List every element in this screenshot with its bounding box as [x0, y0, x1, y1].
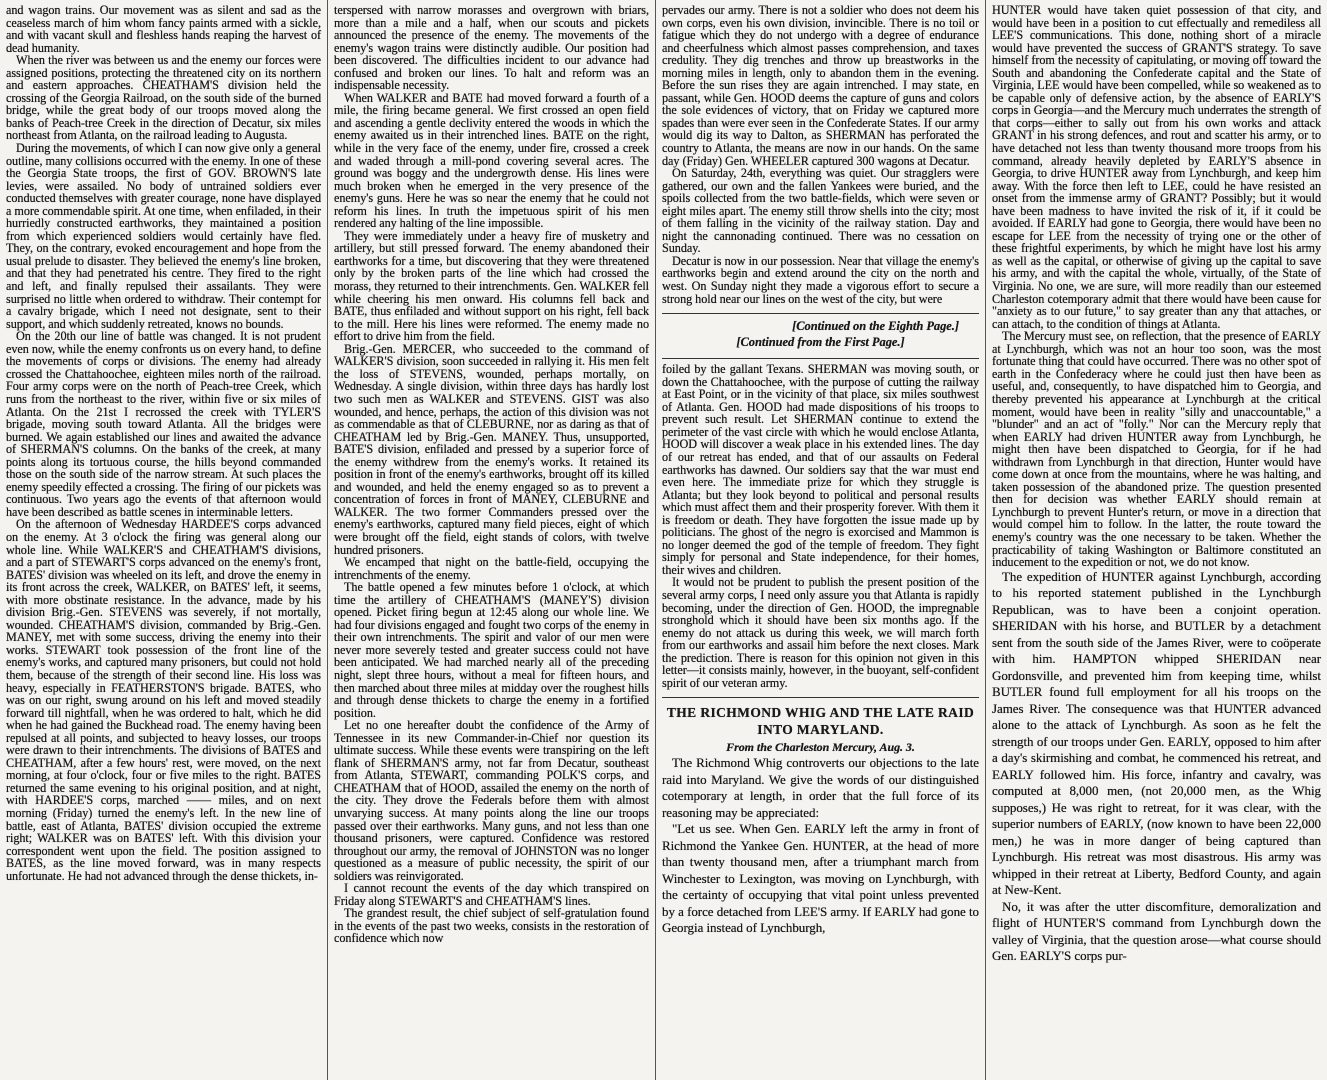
column-4 [985, 0, 1327, 1080]
article-paragraph: When the river was between us and the enemy our forces were assigned positions, protecting the threatened city on its northern and eastern approaches. CHEATHAM'S division held the crossing of the Georgia Railroad, on the south side of the burned bridge, while the great body of our troops moved along the banks of Peach-tree Creek in the direction of Decatur, six miles northeast from Atlanta, on the railroad leading to Augusta. [6, 53, 321, 143]
column-divider-rule [662, 697, 979, 698]
article-paragraph: Brig.-Gen. MERCER, who succeeded to the command of WALKER'S division, soon succeeded in rallying it. His men felt the loss of STEVENS, wounded, perhaps mortally, on Wednesday. A single division, within three days has hardly lost two such men as WALKER and STEVENS. GIST was also wounded, and hence, perhaps, the action of this division was not as commendable as that of CLEBURNE, nor as daring as that of CHEATHAM led by Brig.-Gen. MANEY. Thus, unsupported, BATE'S division, enfiladed and pressed by a superior force of the enemy withdrew from the enemy's works. It retained its position in front of the enemy's earthworks, brought off its killed and wounded, and held the enemy engaged so as to prevent a concentration of forces in front of MANEY, CLEBURNE and WALKER. The two former Commanders pressed over the enemy's earthworks, captured many field pieces, eight of which were brought off the field, eight stands of colors, with twelve hundred prisoners. [334, 341, 649, 557]
article-headline: THE RICHMOND WHIG AND THE LATE RAID INTO MARYLAND. [666, 705, 975, 738]
article-paragraph: On the afternoon of Wednesday HARDEE'S corps advanced on the enemy. At 3 o'clock the firing was general along our whole line. While WALKER'S and CHEATHAM'S divisions, and a part of STEWART'S corps advanced on the enemy's front, BATES' division was wheeled on its left, and drove the enemy in its front across the creek, WALKER, on BATES' left, it seems, with more obstinate resistance. In the advance, made by his division Brig.-Gen. STEVENS was severely, if not mortally, wounded. CHEATHAM'S division, commanded by Brig.-Gen. MANEY, met with some success, driving the enemy into their works. STEWART took possession of the front line of the enemy's works, and captured many prisoners, but could not hold them, because of the strength of their second line. His loss was heavy, especially in FEATHERSTON'S brigade. BATES, who was on our right, swung around on his left and moved steadily forward till nightfall, when he was ordered to halt, which he did when he had gained the Buckhead road. The enemy having been repulsed at all points, and subjected to heavy losses, our troops were drawn to their intrenchments. The divisions of BATES and CHEATHAM, after a few hours' rest, were moved, on the next morning, at four o'clock, four or five miles to the right. BATES returned the same evening to his original position, and at night, with HARDEE'S corps, marched —— miles, and on next morning (Friday) turned the enemy's left. In the new line of battle, east of Atlanta, BATES' division occupied the extreme right; WALKER was on BATES' left. With this division your correspondent went upon the field. The position assigned to BATES, as the line moved forward, was in many respects unfortunate. He had not advanced through the dense thickets, in- [6, 517, 321, 883]
article-paragraph: We encamped that night on the battle-field, occupying the intrenchments of the enemy. [334, 555, 649, 582]
article-paragraph: HUNTER would have taken quiet possession of that city, and would have been in a position to cut effectually and remediless all LEE'S communications. This done, nothing short of a miracle would have prevented the success of GRANT'S strategy. To save himself from the necessity of capitulating, or moving off toward the South and abandoning the Confederate capital and the State of Virginia, LEE would have been compelled, while so weakened as to be capable only of defensive action, by the absence of EARLY'S corps in Georgia—and the Mercury much underrates the strength of that corps—either to sally out from his own works and attack GRANT in his strong defences, and rout and scatter his army, or to have detached not less than twenty thousand more troops from his command, already heavily depleted by EARLY'S absence in Georgia, to drive HUNTER away from Lynchburgh, and keep him away. With the force then left to LEE, could he have resisted an onset from the immense army of GRANT? Possibly; but it would have been madness to have invited the risk of it, if it could be avoided. If EARLY had gone to Georgia, there would have been no escape for LEE from the necessity of trying one or the other of these frightful experiments, by which he might have lost his army as well as the capital, or otherwise of giving up the capital to save his army, and with the capital the whole, virtually, of the State of Virginia. No one, we are sure, will more readily than our esteemed Charleston cotemporary admit that there would have been cause for "anxiety as to our future," to say greater than any that attaches, or can attach, to the condition of things at Atlanta. [992, 3, 1321, 331]
article-paragraph: Decatur is now in our possession. Near that village the enemy's earthworks begin and extend around the city on the north and west. On Sunday night they made a vigorous effort to secure a strong hold near our lines on the west of the city, but were [662, 253, 979, 306]
article-paragraph: and wagon trains. Our movement was as silent and sad as the ceaseless march of him whom fancy paints armed with a sickle, and with vacant skull and fleshless hands reaping the harvest of dead humanity. [6, 3, 321, 55]
article-paragraph: Let no one hereafter doubt the confidence of the Army of Tennessee in its new Commander-in-Chief nor question its ultimate success. While these events were transpiring on the left flank of SHERMAN'S army, not far from Decatur, southeast from Atlanta, STEWART, commanding POLK'S corps, and CHEATHAM that of HOOD, assailed the enemy on the north of the city. They drove the Federals before them with almost unvarying success. At many points along the line our troops passed over their earthworks. Many guns, and not less than one thousand prisoners, were captured. Confidence was restored throughout our army, the removal of JOHNSTON was no longer questioned as a measure of public necessity, the spirit of our soldiers was reinvigorated. [334, 718, 649, 883]
article-paragraph: The Richmond Whig controverts our objections to the late raid into Maryland. We give the words of our distinguished cotemporary at length, in order that the full force of its reasoning may be appreciated: [662, 755, 979, 820]
article-paragraph: It would not be prudent to publish the present position of the several army corps, I need only assure you that Atlanta is rapidly becoming, under the direction of Gen. HOOD, the impregnable stronghold which it should have been six months ago. If the enemy do not attack us during this week, we will march forth from our earthworks and assail him before the next closes. Mark the prediction. There is reason for this opinion not given in this letter—it consists mainly, however, in the buoyant, self-confident spirit of our veteran army. [662, 575, 979, 690]
article-paragraph: No, it was after the utter discomfiture, demoralization and flight of HUNTER'S command from Lynchburgh down the valley of Virginia, that the question arose—what course should Gen. EARLY'S corps pur- [992, 898, 1321, 964]
article-paragraph: The expedition of HUNTER against Lynchburgh, according to his reported statement published in the Lynchburgh Republican, was to have been a conjoint operation. SHERIDAN with his horse, and BUTLER by a detachment sent from the south side of the James River, were to coöperate with him. HAMPTON whipped SHERIDAN near Gordonsville, and prevented him from keeping time, whilst BUTLER found full employment for all his troops on the James River. The consequence was that HUNTER advanced alone to the attack of Lynchburgh. As soon as he felt the strength of our troops under Gen. EARLY, opposed to him after a day's skirmishing and combat, he commenced his retreat, and EARLY followed him. His force, infantry and cavalry, was computed at 8,000 men, (not 20,000 men, as the Whig supposes,) He was right to retreat, for it was clear, with the superior numbers of EARLY, (now known to have been 22,000 men,) he was in more danger of being captured than Lynchburgh. His retreat was most disastrous. His army was whipped in their retreat at Liberty, Bedford County, and again at New-Kent. [992, 568, 1321, 898]
continuation-note: [Continued from the First Page.] [736, 335, 905, 350]
column-divider-rule [662, 358, 979, 359]
continuation-note: [Continued on the Eighth Page.] [792, 319, 959, 334]
article-source-line: From the Charleston Mercury, Aug. 3. [726, 740, 915, 755]
article-paragraph: They were immediately under a heavy fire of musketry and artillery, but still pressed forward. The enemy abandoned their earthworks for a time, but discovering that they were threatened only by the broken parts of the line which had crossed the morass, they returned to their intrenchments. Gen. WALKER fell while cheering his men onward. His columns fell back and BATE, thus enfiladed and without support on his right, fell back to the mill. Here his lines were reformed. The enemy made no effort to drive him from the field. [334, 228, 649, 344]
article-paragraph: "Let us see. When Gen. EARLY left the army in front of Richmond the Yankee Gen. HUNTER, at the head of more than twenty thousand men, after a triumphant march from Winchester to Lexington, was moving on Lynchburgh, with the certainty of occupying that vital point unless prevented by a force detached from LEE'S army. If EARLY had gone to Georgia instead of Lynchburgh, [662, 821, 979, 936]
column-3 [655, 0, 985, 1080]
article-paragraph: terspersed with narrow morasses and overgrown with briars, more than a mile and a half, when our scouts and pickets announced the presence of the enemy. The movements of the enemy's wagon trains were distinctly audible. Our position had been discovered. The difficulties incident to our advance had confused and broken our lines. To halt and reform was an indispensable necessity. [334, 3, 649, 93]
article-paragraph: On Saturday, 24th, everything was quiet. Our stragglers were gathered, our own and the fallen Yankees were buried, and the spoils collected from the two battle-fields, which were seven or eight miles apart. The enemy still throw shells into the city; most of them falling in the vicinity of the railway station. Day and night the cannonading continued. There was no cessation on Sunday. [662, 166, 979, 256]
article-paragraph: When WALKER and BATE had moved forward a fourth of a mile, the firing became general. We first crossed an open field and ascending a gentle declivity entered the woods in which the enemy awaited us in their intrenched lines. BATE on the right, while in the very face of the enemy, under fire, crossed a creek and waded through a mill-pond covering several acres. The ground was boggy and the undergrowth dense. His lines were much broken when he emerged in the very presence of the enemy's guns. Here he was so near the enemy that he could not reform his lines. In truth the impetuous spirit of his men rendered any halting of the line impossible. [334, 90, 649, 231]
article-paragraph: foiled by the gallant Texans. SHERMAN was moving south, or down the Chattahoochee, with the purpose of cutting the railway at East Point, or in the vicinity of that place, six miles southwest of Atlanta. Gen. HOOD had made dispositions of his troops to prevent such result. Let SHERMAN continue to extend the perimeter of the vast circle with which he would enclose Atlanta, HOOD will discover a weak place in his extended lines. The day of our retreat has ended, and that of our assaults on Federal earthworks has dawned. Our soldiers say that the war must end even here. The immediate prize for which they struggle is Atlanta; but they look beyond to political and personal results which must affect them and their prosperity forever. With them it is freedom or death. They have forgotten the issue made up by politicians. The ghost of the negro is exorcised and Mammon is no longer deemed the god of the temple of freedom. They fight simply for personal and State independence, for their homes, their wives and children. [662, 362, 979, 577]
article-paragraph: pervades our army. There is not a soldier who does not deem his own corps, even his own division, invincible. There is no toil or fatigue which they do not undergo with a degree of endurance and cheerfulness which almost passes comprehension, and taxes credulity. They dig trenches and throw up breastworks in the morning miles in length, only to abandon them in the evening. Before the sun rises they are again intrenched. I may state, en passant, while Gen. HOOD deems the capture of guns and colors the sole evidences of victory, that on Friday we captured more spades than were ever seen in the Confederate States. If our army would dig its way to Dalton, as SHERMAN has perforated the country to Atlanta, the means are now in our hands. On the same day (Friday) Gen. WHEELER captured 300 wagons at Decatur. [662, 3, 979, 168]
column-2 [327, 0, 655, 1080]
column-1 [0, 0, 327, 1080]
article-paragraph: I cannot recount the events of the day which transpired on Friday along STEWART'S and CHEATHAM'S lines. [334, 881, 649, 908]
article-paragraph: The battle opened a few minutes before 1 o'clock, at which time the artillery of CHEATHAM'S (MANEY'S) division opened. Picket firing begun at 12:45 along our whole line. We had four divisions engaged and fought two corps of the enemy in their own intrenchments. The spirit and valor of our men were never more severely tested and greater success could not have been anticipated. We had marched nearly all of the preceding night, slept three hours, without a meal for fifteen hours, and then marched about three miles at midday over the roughest hills and through dense thickets to charge the enemy in a fortified position. [334, 580, 649, 720]
article-paragraph: On the 20th our line of battle was changed. It is not prudent even now, while the enemy confronts us on every hand, to define the movements of corps or divisions. The enemy had already crossed the Chattahoochee, eighteen miles north of the railroad. Four army corps were on the north of Peach-tree Creek, which runs from the northeast to the river, within five or six miles of Atlanta. On the 21st I recrossed the creek with TYLER'S brigade, moving south toward Atlanta. All the bridges were burned. We again established our lines and awaited the advance of SHERMAN'S columns. On the banks of the creek, at many points along its tortuous course, the hills beyond commanded those on the south side of the narrow stream. At such places the enemy speedily effected a crossing. The firing of our pickets was continuous. Two years ago the events of that afternoon would have been described as battle scenes in interminable letters. [6, 329, 321, 519]
column-divider-rule [662, 313, 979, 314]
article-paragraph: During the movements, of which I can now give only a general outline, many collisions occurred with the enemy. In one of these the Georgia State troops, the first of GOV. BROWN'S late levies, were assailed. No body of untrained soldiers ever conducted themselves with greater courage, none have displayed a more commendable spirit. At one time, when enfiladed, in their hurriedly constructed earthworks, they maintained a position from which experienced soldiers would certainly have fled. They, on the contrary, evoked encouragement and hope from the usual prelude to disaster. They believed the enemy's line broken, and that they had penetrated his centre. They fired to the right and left, and finally repulsed their assailants. They were surprised no little when ordered to withdraw. Their contempt for a cavalry brigade, which I need not designate, sent to their support, and which suddenly retreated, knows no bounds. [6, 141, 321, 331]
article-paragraph: The Mercury must see, on reflection, that the presence of EARLY at Lynchburgh, which was not an hour too soon, was the most fortunate thing that could have occurred. There was no other spot of earth in the Confederacy where he could just then have been as useful, and, consequently, to have dispatched him to Georgia, and thereby prevented his appearance at Lynchburgh at the critical moment, would have been in reality "silly and unaccountable," a "blunder" and an act of "folly." Nor can the Mercury reply that when EARLY had driven HUNTER away from Lynchburgh, he might then have been dispatched to Georgia, for if he had withdrawn from Lynchburgh in that direction, Hunter would have come down at once from the mountains, where he was halting, and taken possession of the abandoned prize. The question presented then for decision was whether EARLY should remain at Lynchburgh to prevent Hunter's return, or move in a direction that would compel him to follow. In the latter, the route toward the enemy's country was the one necessary to be taken. Whether the practicability of taking Washington or Baltimore constituted an inducement to the expedition or not, we do not know. [992, 329, 1321, 570]
article-paragraph: The grandest result, the chief subject of self-gratulation found in the events of the past two weeks, consists in the restoration of confidence which now [334, 906, 649, 946]
